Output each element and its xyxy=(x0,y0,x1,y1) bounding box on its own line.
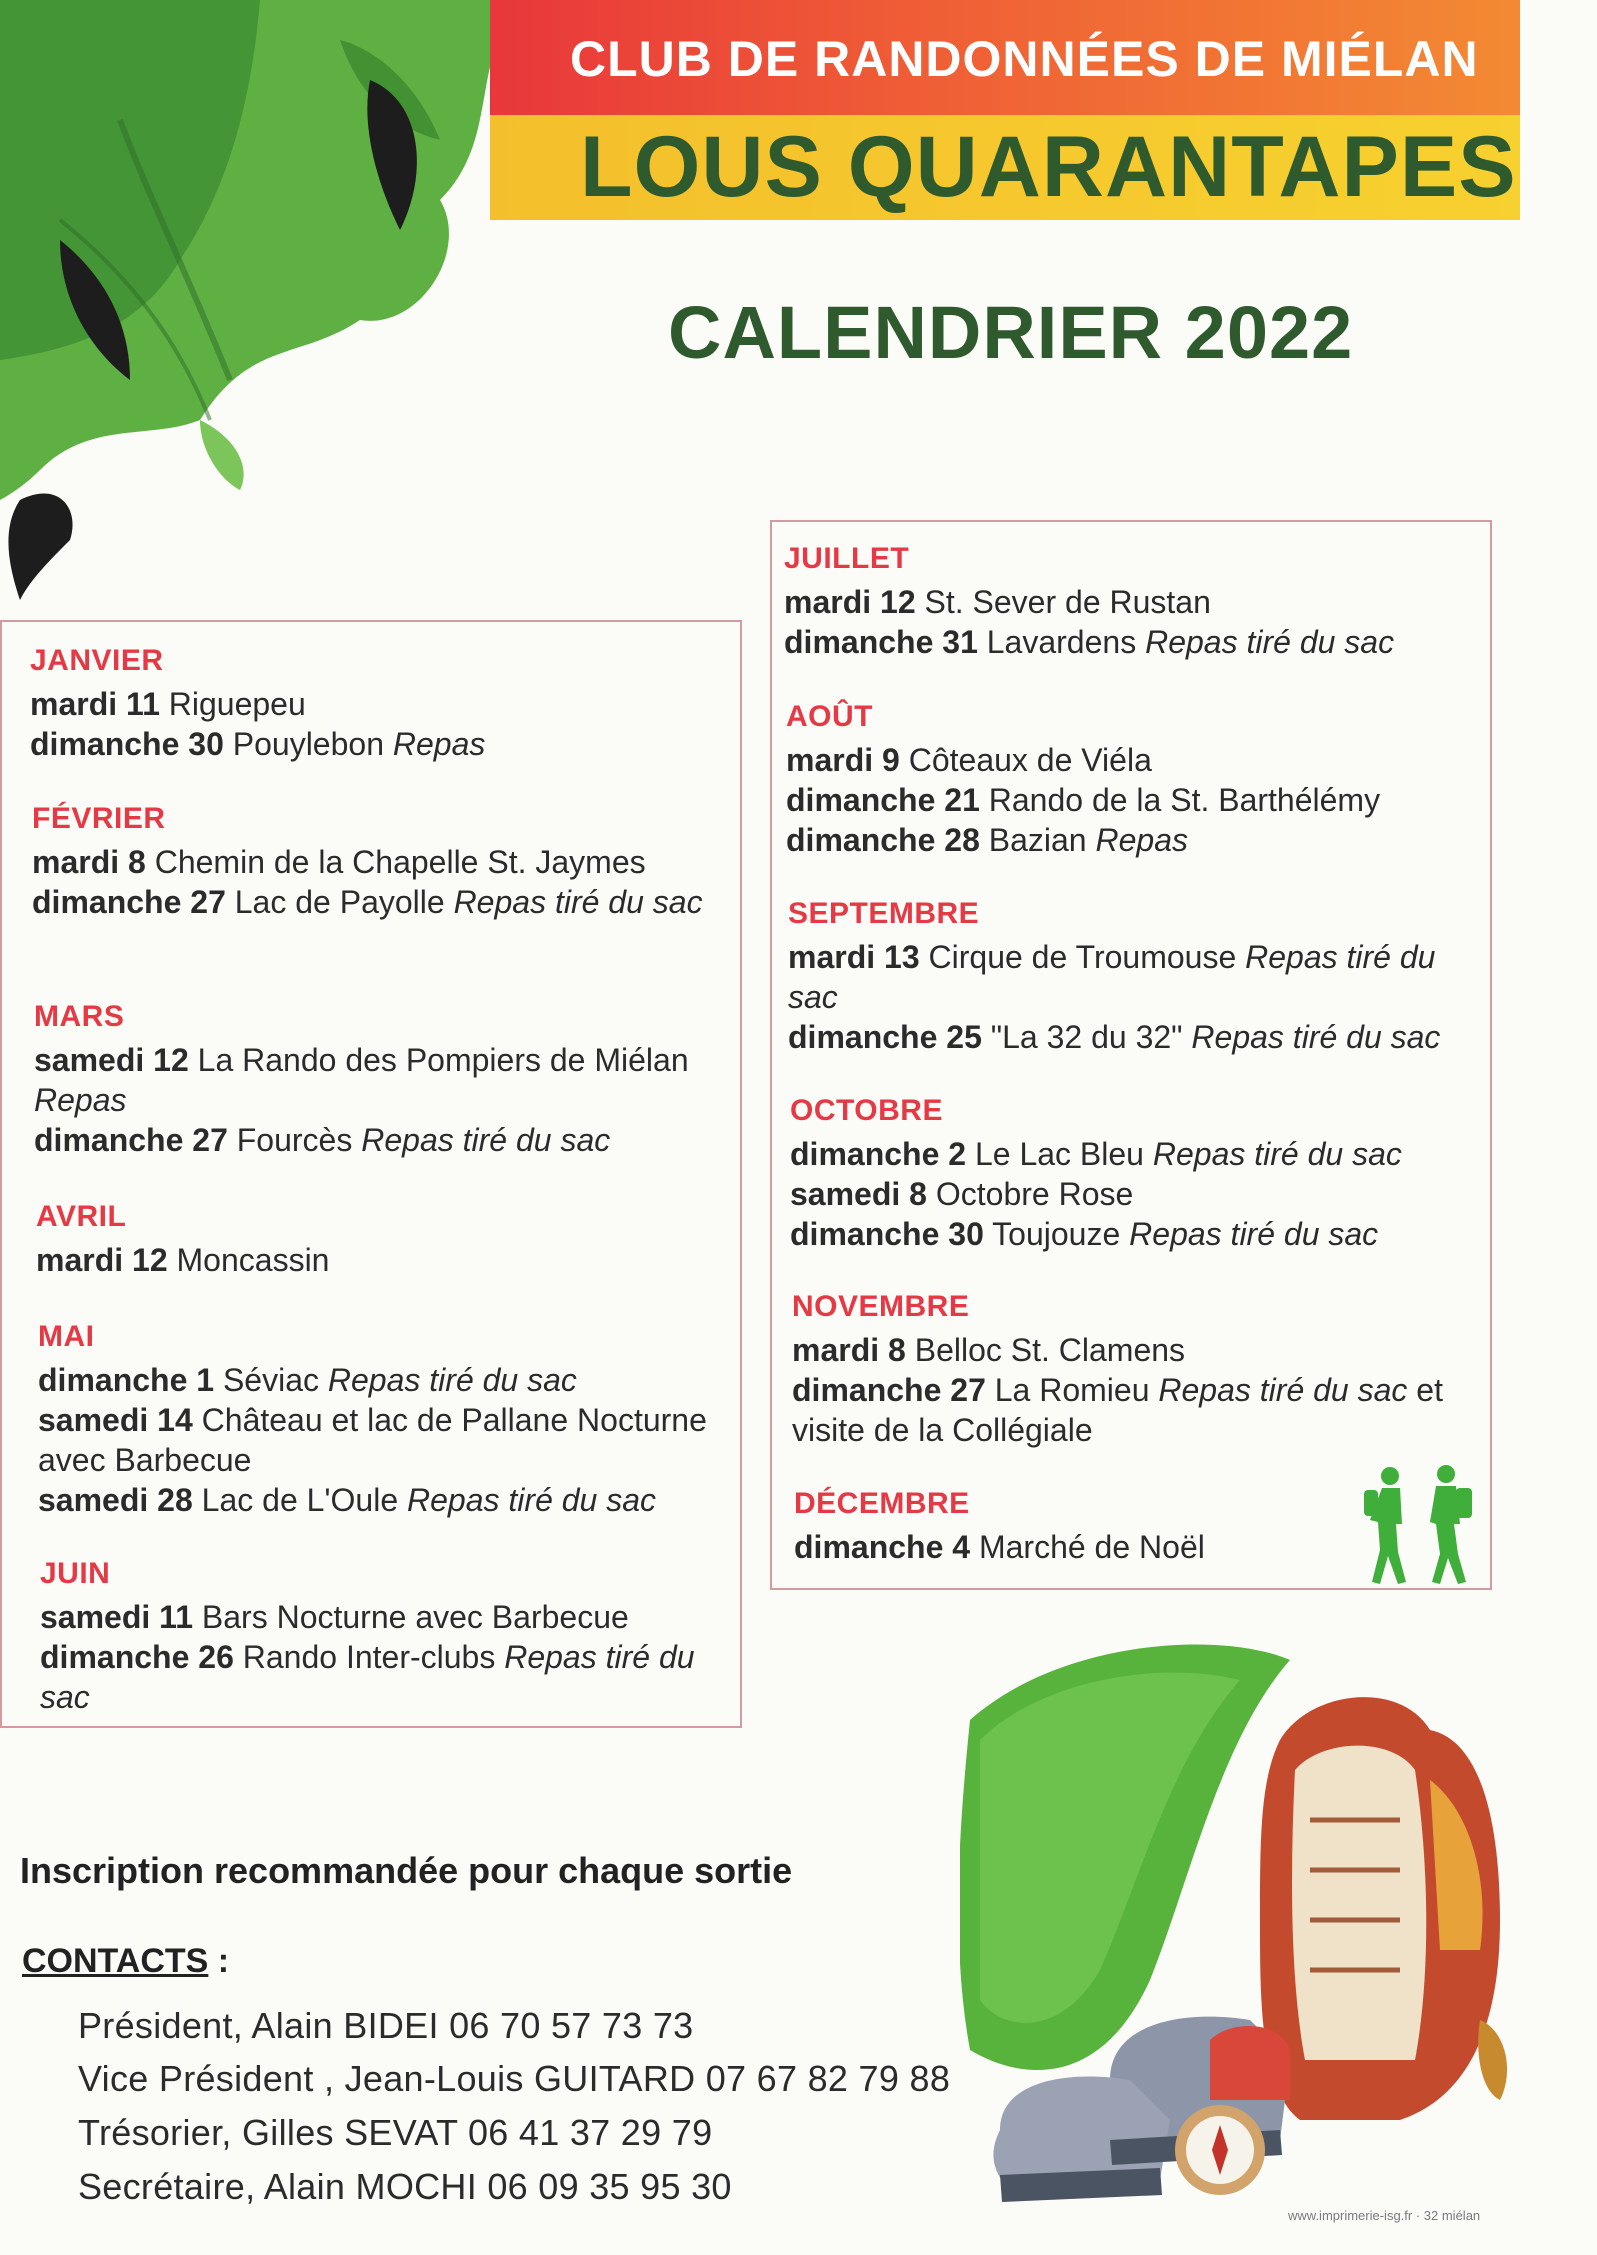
month-name: MAI xyxy=(38,1320,95,1353)
event-day: samedi 28 xyxy=(38,1482,193,1518)
month-aout xyxy=(786,700,1476,860)
event-place: St. Sever de Rustan xyxy=(924,584,1211,620)
event-item xyxy=(792,1330,1482,1370)
event-meal: Repas tiré du sac xyxy=(453,884,703,920)
month-fevrier xyxy=(32,802,722,922)
month-name: JUIN xyxy=(40,1557,111,1590)
month-name: NOVEMBRE xyxy=(792,1290,970,1323)
month-name: JUILLET xyxy=(784,542,910,575)
hikers-icon xyxy=(1360,1462,1480,1587)
event-item xyxy=(40,1637,730,1717)
event-day: mardi 12 xyxy=(36,1242,168,1278)
event-place: Bazian xyxy=(988,822,1087,858)
club-subtitle: LOUS QUARANTAPES xyxy=(580,119,1517,215)
contact-vice-president: Vice Président , Jean-Louis GUITARD 07 67 82 79 88 xyxy=(78,2058,951,2099)
event-place: Fourcès xyxy=(236,1122,353,1158)
event-item xyxy=(788,1017,1478,1057)
event-day: mardi 13 xyxy=(788,939,920,975)
event-day: samedi 8 xyxy=(790,1176,927,1212)
event-day: dimanche 2 xyxy=(790,1136,967,1172)
event-item xyxy=(30,724,720,764)
event-item xyxy=(32,882,722,922)
event-place: Le Lac Bleu xyxy=(974,1136,1144,1172)
month-name: AOÛT xyxy=(786,700,873,733)
month-mars xyxy=(34,1000,724,1160)
month-mai xyxy=(38,1320,728,1520)
event-meal: Repas xyxy=(392,726,486,762)
backpack-illustration xyxy=(960,1620,1540,2220)
contacts-heading-label: CONTACTS xyxy=(22,1942,209,1980)
event-day: dimanche 26 xyxy=(40,1639,234,1675)
contact-president: Président, Alain BIDEI 06 70 57 73 73 xyxy=(78,2005,694,2046)
event-day: dimanche 1 xyxy=(38,1362,215,1398)
event-place: Rando Inter-clubs xyxy=(242,1639,496,1675)
event-place: Lac de L'Oule xyxy=(201,1482,399,1518)
month-septembre xyxy=(788,897,1478,1057)
event-day: dimanche 28 xyxy=(786,822,980,858)
event-meal: Repas xyxy=(34,1082,127,1118)
event-item xyxy=(790,1134,1480,1174)
event-extra: et visite de la Collégiale xyxy=(792,1372,1443,1448)
event-place: Riguepeu xyxy=(168,686,306,722)
printer-credit: www.imprimerie-isg.fr · 32 miélan xyxy=(1288,2208,1481,2223)
event-day: mardi 9 xyxy=(786,742,900,778)
event-day: samedi 14 xyxy=(38,1402,193,1438)
month-name: OCTOBRE xyxy=(790,1094,943,1127)
foliage-decoration xyxy=(0,0,540,600)
event-item xyxy=(784,622,1474,662)
event-item xyxy=(34,1120,724,1160)
event-item xyxy=(788,937,1478,1017)
event-place: Côteaux de Viéla xyxy=(908,742,1152,778)
month-juillet xyxy=(784,542,1474,662)
event-day: dimanche 30 xyxy=(790,1216,984,1252)
month-name: JANVIER xyxy=(30,644,164,677)
event-meal: Repas tiré du sac xyxy=(1158,1372,1408,1408)
event-item xyxy=(790,1214,1480,1254)
month-name: MARS xyxy=(34,1000,125,1033)
month-juin xyxy=(40,1557,730,1717)
event-place: Château et lac de Pallane Nocturne avec Barbecue xyxy=(38,1402,707,1478)
event-day: dimanche 30 xyxy=(30,726,224,762)
contact-secretary: Secrétaire, Alain MOCHI 06 09 35 95 30 xyxy=(78,2166,732,2207)
event-place: Moncassin xyxy=(176,1242,330,1278)
event-place: Bars Nocturne avec Barbecue xyxy=(201,1599,629,1635)
event-meal: Repas xyxy=(1095,822,1188,858)
event-item xyxy=(784,582,1474,622)
event-meal: Repas tiré du sac xyxy=(327,1362,577,1398)
event-meal: Repas tiré du sac xyxy=(1145,624,1395,660)
event-day: dimanche 27 xyxy=(32,884,226,920)
inscription-note: Inscription recommandée pour chaque sortie xyxy=(20,1850,793,1891)
event-day: dimanche 21 xyxy=(786,782,980,818)
event-day: mardi 8 xyxy=(792,1332,906,1368)
month-janvier xyxy=(30,644,720,764)
event-item xyxy=(38,1480,728,1520)
event-item xyxy=(40,1597,730,1637)
event-place: La Rando des Pompiers de Miélan xyxy=(197,1042,689,1078)
event-day: dimanche 4 xyxy=(794,1529,971,1565)
calendar-box-left xyxy=(0,620,742,1728)
event-meal: Repas tiré du sac xyxy=(1129,1216,1379,1252)
event-day: dimanche 31 xyxy=(784,624,978,660)
month-name: SEPTEMBRE xyxy=(788,897,980,930)
event-item xyxy=(786,780,1476,820)
month-name: FÉVRIER xyxy=(32,802,166,835)
event-item xyxy=(786,740,1476,780)
event-place: Octobre Rose xyxy=(935,1176,1134,1212)
month-avril xyxy=(36,1200,726,1280)
event-day: mardi 8 xyxy=(32,844,146,880)
event-place: Chemin de la Chapelle St. Jaymes xyxy=(154,844,646,880)
month-novembre xyxy=(792,1290,1482,1450)
month-name: DÉCEMBRE xyxy=(794,1487,970,1520)
event-day: dimanche 27 xyxy=(34,1122,228,1158)
contacts-heading xyxy=(22,1942,322,1988)
event-item xyxy=(32,842,722,882)
event-item xyxy=(792,1370,1482,1450)
event-meal: Repas tiré du sac xyxy=(40,1639,695,1715)
event-day: dimanche 25 xyxy=(788,1019,982,1055)
contact-treasurer: Trésorier, Gilles SEVAT 06 41 37 29 79 xyxy=(78,2112,713,2153)
event-item xyxy=(30,684,720,724)
event-meal: Repas tiré du sac xyxy=(407,1482,657,1518)
event-day: dimanche 27 xyxy=(792,1372,986,1408)
event-day: mardi 12 xyxy=(784,584,916,620)
month-octobre xyxy=(790,1094,1480,1254)
event-meal: Repas tiré du sac xyxy=(1191,1019,1441,1055)
event-meal: Repas tiré du sac xyxy=(361,1122,611,1158)
event-meal: Repas tiré du sac xyxy=(788,939,1436,1015)
event-item xyxy=(36,1240,726,1280)
event-item xyxy=(38,1400,728,1480)
contacts-heading-colon: : xyxy=(208,1942,230,1980)
event-place: Séviac xyxy=(222,1362,319,1398)
calendar-title: CALENDRIER 2022 xyxy=(668,291,1354,374)
event-place: Toujouze xyxy=(992,1216,1121,1252)
event-place: Pouylebon xyxy=(232,726,384,762)
event-meal: Repas tiré du sac xyxy=(1152,1136,1402,1172)
event-place: Rando de la St. Barthélémy xyxy=(988,782,1381,818)
event-item xyxy=(34,1040,724,1120)
event-place: Lac de Payolle xyxy=(234,884,445,920)
calendar-box-right xyxy=(770,520,1492,1590)
event-place: Belloc St. Clamens xyxy=(914,1332,1186,1368)
event-item xyxy=(38,1360,728,1400)
club-name: CLUB DE RANDONNÉES DE MIÉLAN xyxy=(570,31,1479,87)
event-item xyxy=(786,820,1476,860)
event-place: Cirque de Troumouse xyxy=(928,939,1237,975)
month-name: AVRIL xyxy=(36,1200,127,1233)
event-day: samedi 11 xyxy=(40,1599,193,1635)
event-day: mardi 11 xyxy=(30,686,160,722)
event-place: Lavardens xyxy=(986,624,1137,660)
event-day: samedi 12 xyxy=(34,1042,189,1078)
event-place: La Romieu xyxy=(994,1372,1150,1408)
event-item xyxy=(790,1174,1480,1214)
event-place: "La 32 du 32" xyxy=(990,1019,1183,1055)
event-place: Marché de Noël xyxy=(978,1529,1205,1565)
